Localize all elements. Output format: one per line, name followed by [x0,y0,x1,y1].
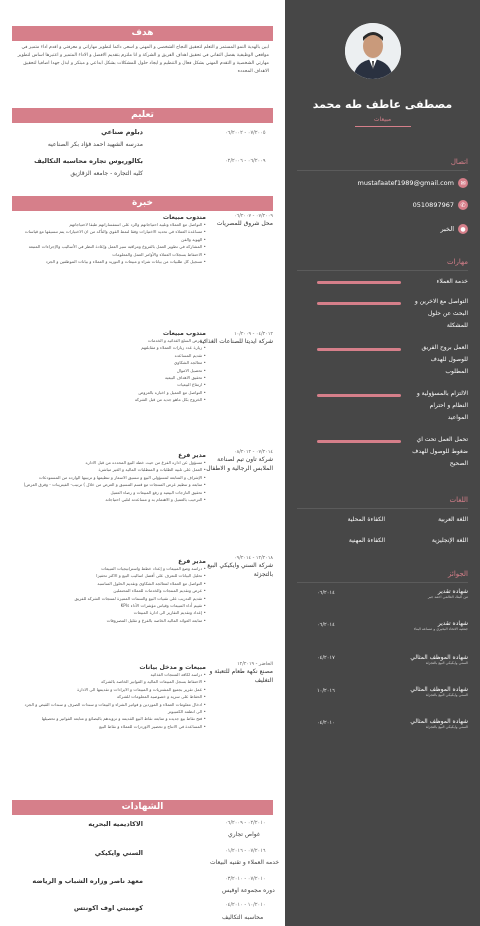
divider [297,582,468,583]
bullet-item: • تحقيق الاهداف البيعيه [164,375,206,381]
bullet-item: • الخروج بكل ماهو جديد من قبل الشركة [134,397,206,403]
award-date: ٠٦/٢٠١٤ [317,622,335,628]
location-item [440,224,468,234]
certificate-org: الاكاديميه البحريه [88,820,143,828]
education-date: ٠٧/٢٠٠٥ - ٠٦/٢٠٠٢ [225,130,266,136]
experience-role: مندوب مبيعات [162,330,206,337]
award-date: ٠٤/٢٠١٧ [317,655,335,661]
bullet-item: • تقييم أداء المبيعات وقياس مؤشرات الأداء KPIs [120,603,206,609]
bullet-item: • دراسه لكافه المنتجات الغذائية [150,672,206,677]
phone-text[interactable]: 0510897967 [412,201,454,209]
candidate-name: مصطفى عاطف طه محمد [312,98,453,111]
experience-company: مصنع نكهة طعام للتعبئة و التغليف [209,668,273,684]
award-org: السني وايكيكي البيع بالتجزئة [425,661,468,665]
award-org: من البنك العالمي احمد جبر [427,595,468,599]
bullet-item: • المساعدة في الانتاج و تحضير الاوردرات للعملاء و نقاط البيع [99,723,206,729]
location-text: الخبر [440,225,454,233]
certificate-course: دوره مجموعة اوفيس [222,887,275,894]
bullet-item: • ارتفاع البيعيات [177,382,206,388]
skill-label: العمل بروح الفريق للوصول للهدف المطلوب [421,344,468,375]
bullet-item: • الإشراف و المتابعة لمسؤولي البيع و تنسيق الاسعار و تنظيمها و ترتيبها الوارده من المستودعات [38,474,206,480]
experience-date: ١٢/٢٠١٨ - ٠٩/٢٠١٤ [234,556,273,561]
bullet-item: • الاحتفاظ بسجل المبيعات الماليه و الفواتير الخاصه بالشركة [101,679,206,685]
bullet-item: • مساعدة العملاء في تحديد الاختيارات وفقا لنمط القوي والتأكد من ان الاختيارات يتم تنسيقها مع قياسات [24,229,206,235]
divider [297,170,468,171]
bullet-item: • دراسة وضع المبيعات و إعداد خطط واستراتيجيات المبيعات [101,566,206,571]
education-date: ٠٦/٢٠٠٩ - ٠٢/٢٠٠٦ [225,158,266,164]
bullet-item: • المشاركة في تطوير العمل بالفروع ومراقبة سير العمل وإعادة النظر في الأساليب والإجراءات المتبعة [28,244,206,250]
certificate-course: غواص تجاري [228,831,261,838]
bullet-item: • عرض السلع الغذائيه و الخدمات [147,338,206,343]
award-org: السني وايكيكي البيع بالتجزئة [425,725,468,729]
bullet-item: • متابعه و تنظيم عرض المنتجات مع قسم التنسيق و العرض من خلال ) ترتيب- الفيترينات - وفرق العرض( [23,482,206,488]
language-name: اللغة العربية [438,516,468,523]
award-title: شهاده تقدير [437,588,468,595]
contact-heading: اتصال [450,158,468,166]
bullet-item: • ادخال معلومات العملاء و الموردين و فواتير الشراء و البيعات و سندات الصرف و سندات القبض و الجرد [24,701,206,707]
goal-text: ابين بالهدية النمو المستمر و التعلم لتحقيق النجاح الشخصي و المهني و اسعى دائما لتطوير مهاراتي و معرفتي و اقدم اداء متميز في مواقعي الوظيفية بفضل التفاني في تحقيق اهداف الفريق و الشركة و انا ملتزم بتقديم الافضل و الاداء المتميز و اعتبرها اساس لتطوير مهارتي الشخصية و التقدم المهني بشكل فعال و التنظيم و ايجاد حلول للمشكلات بشكل ابداعي و مبتكر و ابذل جهدا اضافيا لتحقيق الاهداف المحدده [17,45,269,74]
languages-heading: اللغات [449,496,468,504]
phone-item[interactable] [413,200,468,210]
experience-role: مدير فرع [178,452,206,459]
skill-bar [317,348,401,351]
bullet-item: • التواصل مع العملاء لمعالجة الشكاوى وتقديم الحلول المناسبة [97,580,206,586]
award-title: شهاده الموظف المثالي [410,686,468,693]
bullet-item: • تقديم التدريب على تقنيات البيع والسمات المميزة لمنتجات الشركة للفريق [74,595,206,601]
certificate-date: ٠٢/٢٠١٠ - ٠٦/٢٠٠٩ [225,820,266,826]
education-degree: بكالوريوس تجاره محاسبه التكاليف [34,157,143,165]
bullet-item: • العمل على تلبية الطلبات و المتطلبات المالية و الغير مباشرة [98,467,206,473]
skill-label: الالتزام بالمسؤولية و النظام و احترام المواعيد [416,390,468,421]
experience-company: شركة السني وايكيكي البيع بالتجزئة [207,562,273,578]
education-heading: تعليم [12,108,273,123]
goal-heading: هدف [12,26,273,41]
candidate-role: مبيعات [373,116,392,123]
award-title: شهاده تقدير [437,620,468,627]
experience-bullets [16,565,206,624]
experience-role: مبيعات و مدخل بيانات [139,664,206,671]
bullet-item: • معالجه الشكاوي [174,360,206,366]
experience-role: مندوب مبيعات [162,214,206,221]
language-name: اللغة الإنجليزية [431,537,468,544]
bullet-item: • الحفاظ على سرية و خصوصية المعلومات للشركة [116,694,206,700]
certificate-org: السني وايكيكي [94,849,143,857]
experience-bullets [16,221,206,265]
experience-bullets [16,459,206,503]
bullet-item: • تقديم المساعده [174,352,206,358]
email-text[interactable]: mustafaatef1989@gmail.com [357,179,454,187]
bullet-item: • فتح نقاط بيع جديده و متابعه نقاط البيع القديمه و تزويدهم بالبضائع و متابعة الفواتير و تحصيلها [41,716,206,722]
experience-company: شركة تاون تيم لصناعة الملابس الرجالية و الاطفال [206,456,273,472]
certificate-course: خدمه العملاء و تقنيه البيعات [210,859,280,866]
bullet-item: • متابعه العوائد الماليه الخاصه بالفرع و تقليل المصروفات [106,617,206,623]
divider [297,508,468,509]
skill-bar [317,394,401,397]
experience-heading: خبرة [12,196,273,211]
experience-company: محل شروق للمصريات [216,220,273,227]
language-level: الكفاءة المهنية [348,537,385,544]
language-level: الكفاءة المحلية [347,516,385,523]
skill-bar [317,440,401,443]
email-item[interactable] [357,178,468,188]
skill-bar [317,281,401,284]
experience-date: ٠٧/٢٠٠٩ - ٠٦/٢٠٠٧ [234,214,273,219]
experience-role: مدير فرع [178,558,206,565]
award-date: ١٠/٢٠١٦ [317,688,335,694]
role-underline [355,126,411,127]
experience-bullets [16,337,206,404]
award-title: شهاده الموظف المثالي [410,718,468,725]
certificate-org: معهد ناصر وزاره الشباب و الرياضه [32,877,143,885]
certificate-date: ٠٧/٢٠١٦ - ٠١/٢٠١٦ [225,848,266,854]
skill-label: التواصل مع الاخرين و البحث عن حلول للمشكلة [414,298,468,329]
award-date: ٠٦/٢٠١٤ [317,590,335,596]
award-date: ٠٤/٢٠١٠ [317,720,335,726]
bullet-item: • الى انظمه الكمبيوتر [167,709,206,715]
avatar [345,23,401,79]
experience-bullets [16,671,206,730]
skill-label: خدمة العملاء [436,278,468,285]
bullet-item: • الترحيب بالعميل و الاهتمام به و مساعدته لتلبي احتياجاته [105,497,206,503]
education-degree: دبلوم صناعي [101,128,143,136]
location-pin-icon: ● [458,224,468,234]
skills-heading: مهارات [446,258,468,266]
bullet-item: • عمل تقرير بجميع المشتريات و المبيعات و الايرادات و تقديمها الى الادارة [77,686,206,692]
skill-bar [317,302,401,305]
phone-icon: ✆ [458,200,468,210]
experience-date: ٠٧/٢٠١٤ - ٠٨/٢٠١٢ [234,450,273,455]
bullet-item: • زيارة عدد زيارات العملاء و مقابلتهم [141,345,206,351]
sidebar [285,0,480,926]
certificates-heading: الشهادات [12,800,273,815]
education-school: مدرسه الشهيد احمد فؤاد بكر الصناعيه [47,141,143,148]
bullet-item: • الاحتفاظ بسجلات العملاء والأوامر العمل والمعلومات [112,251,206,257]
certificate-org: كومبيتي اوف اكونتس [73,904,143,912]
certificate-date: ١٠/٢٠١٠ - ٠٤/٢٠١٠ [225,902,266,908]
certificate-course: محاسبه التكاليف [222,914,264,921]
skill-label: تحمل العمل تحت اي ضغوط للوصول للهدف الصحيح [412,436,468,467]
bullet-item: • التواصل مع العملاء وتلبية احتياجاتهم والرد على استفساراتهم طبقا لاحتياجاتهم [69,222,206,227]
bullet-item: • تحقيق التارجات البيعية و رفع المبيعات و رضاء العميل [110,489,206,495]
bullet-item: • عرض وتقديم المنتجات والخدمات للعملاء المحتملين [113,588,206,594]
bullet-item: • تحصيل الاموال [176,367,206,373]
experience-company: شركة ايديتا للصناعات الغذائية [199,338,273,345]
bullet-item: • الهوية والفن [181,236,206,242]
award-title: شهاده الموظف المثالي [410,654,468,661]
bullet-item: • التواصل مع العميل و اخباره بالعروض [138,389,206,395]
awards-heading: الجوائز [448,570,468,578]
divider [297,270,468,271]
profile-photo [345,23,401,79]
experience-date: ٠٤/٢٠١٢ - ١٠/٢٠٠٩ [234,332,273,337]
experience-date: الحاضر - ١٢/٢٠١٩ [237,662,273,667]
bullet-item: • مسؤول عن اداره الفرع من حيث خطه البيع المحدده من قبل الاداره [85,460,206,465]
email-icon: ✉ [458,178,468,188]
bullet-item: • تسجيل كل طلبيات من بيانات شراء و مبيعات و التوريد و العملاء و بيانات الموظفين و الجرد [45,259,206,265]
bullet-item: • تحليل البيانات للتعرف على أفضل اساليب البيع و الاكثر تحفيزا [96,573,206,579]
bullet-item: • إعداد وتقديم التقارير الى ادارة المبيعات [133,610,206,616]
award-org: السني وايكيكي البيع بالتجزئة [425,693,468,697]
award-org: جمعيه الاتحاد البحيري و مساعه البناء [413,627,468,631]
education-school: كليه التجاره - جامعه الزقازيق [70,170,143,177]
certificate-date: ٠٧/٢٠١٠ - ٠٣/٢٠١٠ [225,876,266,882]
